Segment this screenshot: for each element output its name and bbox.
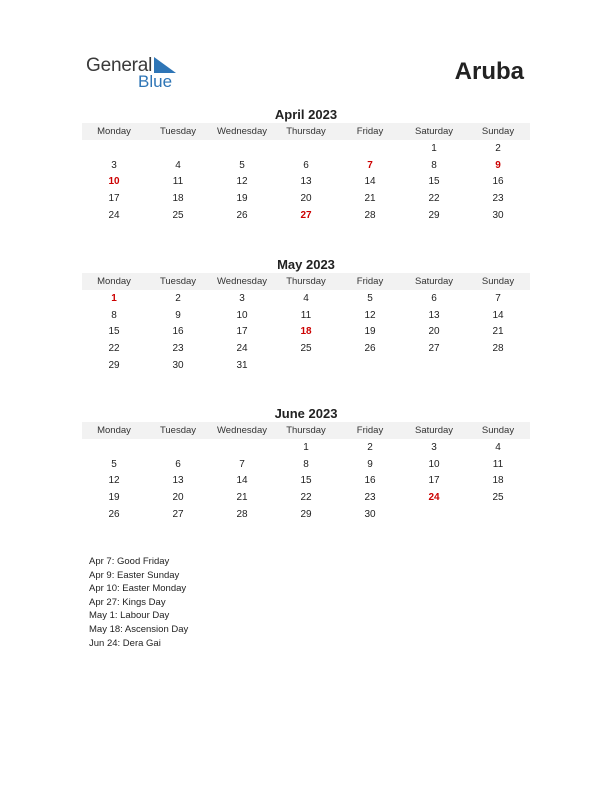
week-row (82, 190, 530, 207)
week-row (82, 290, 530, 307)
day-cell: 12 (364, 309, 376, 321)
holiday-item: Apr 9: Easter Sunday (89, 569, 180, 581)
day-cell: 6 (431, 292, 437, 304)
day-cell: 2 (495, 142, 501, 154)
day-cell: 19 (364, 326, 376, 338)
weekday-label: Tuesday (159, 126, 197, 137)
logo-flag-icon (154, 57, 176, 73)
day-cell: 5 (239, 159, 245, 171)
weekday-label: Monday (97, 276, 131, 287)
weekday-label: Sunday (481, 276, 515, 287)
weekday-label: Monday (97, 126, 131, 137)
country-title: Aruba (454, 58, 524, 85)
day-cell: 2 (367, 441, 373, 453)
day-cell: 17 (108, 192, 120, 204)
day-cell: 30 (492, 209, 504, 221)
logo-text-general: General (86, 55, 153, 76)
week-row (82, 340, 530, 357)
day-cell: 21 (364, 192, 376, 204)
day-cell: 23 (172, 342, 184, 354)
day-cell: 26 (236, 209, 248, 221)
day-cell: 21 (236, 491, 248, 503)
day-cell: 1 (431, 142, 437, 154)
holiday-day-cell: 18 (300, 326, 312, 338)
day-cell: 28 (364, 209, 376, 221)
month-calendar-april (82, 106, 530, 223)
day-cell: 29 (428, 209, 440, 221)
month-title: April 2023 (274, 107, 338, 122)
holiday-day-cell: 27 (300, 209, 312, 221)
weekday-label: Wednesday (217, 276, 267, 287)
day-cell: 24 (108, 209, 120, 221)
month-title: June 2023 (274, 406, 338, 421)
day-cell: 29 (108, 359, 120, 371)
day-cell: 14 (236, 475, 248, 487)
day-cell: 20 (300, 192, 312, 204)
holiday-day-cell: 24 (428, 491, 440, 503)
day-cell: 16 (172, 326, 184, 338)
day-cell: 28 (236, 508, 248, 520)
day-cell: 8 (111, 309, 117, 321)
day-cell: 9 (367, 458, 373, 470)
day-cell: 12 (108, 475, 120, 487)
day-cell: 13 (428, 309, 440, 321)
day-cell: 5 (367, 292, 373, 304)
day-cell: 18 (172, 192, 184, 204)
day-cell: 3 (111, 159, 117, 171)
day-cell: 8 (431, 159, 437, 171)
holiday-day-cell: 9 (495, 159, 501, 171)
month-grid (82, 290, 530, 373)
brand-logo (86, 55, 196, 95)
week-row (82, 489, 530, 506)
day-cell: 5 (111, 458, 117, 470)
day-cell: 22 (108, 342, 120, 354)
week-row (82, 456, 530, 473)
weekday-label: Monday (97, 425, 131, 436)
week-row (82, 157, 530, 174)
day-cell: 4 (175, 159, 181, 171)
holiday-item: Apr 27: Kings Day (89, 596, 166, 608)
day-cell: 6 (175, 458, 181, 470)
holiday-day-cell: 7 (367, 159, 373, 171)
day-cell: 4 (303, 292, 309, 304)
weekday-label: Sunday (481, 126, 515, 137)
day-cell: 13 (300, 176, 312, 188)
day-cell: 17 (236, 326, 248, 338)
weekday-label: Thursday (286, 425, 326, 436)
day-cell: 3 (431, 441, 437, 453)
holiday-day-cell: 10 (108, 176, 120, 188)
holiday-list (89, 555, 188, 650)
day-cell: 30 (364, 508, 376, 520)
day-cell: 7 (495, 292, 501, 304)
weekday-header (82, 123, 530, 140)
day-cell: 18 (492, 475, 504, 487)
day-cell: 25 (172, 209, 184, 221)
day-cell: 24 (236, 342, 248, 354)
day-cell: 6 (303, 159, 309, 171)
day-cell: 3 (239, 292, 245, 304)
day-cell: 23 (364, 491, 376, 503)
holiday-item: Apr 10: Easter Monday (89, 583, 187, 595)
week-row (82, 439, 530, 456)
day-cell: 19 (108, 491, 120, 503)
week-row (82, 140, 530, 157)
holiday-day-cell: 1 (111, 292, 117, 304)
day-cell: 30 (172, 359, 184, 371)
weekday-label: Tuesday (159, 425, 197, 436)
day-cell: 17 (428, 475, 440, 487)
weekday-label: Wednesday (217, 425, 267, 436)
day-cell: 19 (236, 192, 248, 204)
day-cell: 27 (428, 342, 440, 354)
holiday-item: Jun 24: Dera Gai (89, 637, 161, 649)
holiday-item: May 1: Labour Day (89, 610, 170, 622)
month-grid (82, 439, 530, 522)
weekday-label: Thursday (286, 276, 326, 287)
day-cell: 15 (428, 176, 440, 188)
weekday-label: Thursday (286, 126, 326, 137)
weekday-label: Saturday (414, 126, 454, 137)
month-grid (82, 140, 530, 223)
day-cell: 25 (492, 491, 504, 503)
day-cell: 7 (239, 458, 245, 470)
month-calendar-june (82, 405, 530, 522)
day-cell: 15 (108, 326, 120, 338)
weekday-label: Sunday (481, 425, 515, 436)
day-cell: 31 (236, 359, 248, 371)
week-row (82, 307, 530, 324)
week-row (82, 207, 530, 224)
day-cell: 16 (492, 176, 504, 188)
day-cell: 14 (364, 176, 376, 188)
logo-text-blue: Blue (138, 72, 173, 91)
day-cell: 1 (303, 441, 309, 453)
day-cell: 21 (492, 326, 504, 338)
weekday-label: Saturday (414, 425, 454, 436)
week-row (82, 173, 530, 190)
holiday-item: Apr 7: Good Friday (89, 556, 170, 567)
day-cell: 10 (236, 309, 248, 321)
weekday-label: Saturday (414, 276, 454, 287)
week-row (82, 357, 530, 374)
weekday-label: Tuesday (159, 276, 197, 287)
week-row (82, 472, 530, 489)
day-cell: 11 (492, 458, 504, 470)
day-cell: 12 (236, 176, 248, 188)
week-row (82, 506, 530, 523)
day-cell: 23 (492, 192, 504, 204)
holiday-item: May 18: Ascension Day (89, 623, 189, 635)
weekday-label: Friday (356, 276, 384, 287)
day-cell: 25 (300, 342, 312, 354)
day-cell: 4 (495, 441, 501, 453)
day-cell: 26 (364, 342, 376, 354)
day-cell: 22 (428, 192, 440, 204)
month-calendar-may (82, 256, 530, 373)
day-cell: 11 (172, 176, 184, 188)
day-cell: 8 (303, 458, 309, 470)
day-cell: 16 (364, 475, 376, 487)
day-cell: 14 (492, 309, 504, 321)
weekday-label: Friday (356, 425, 384, 436)
day-cell: 29 (300, 508, 312, 520)
day-cell: 28 (492, 342, 504, 354)
weekday-label: Wednesday (217, 126, 267, 137)
month-title: May 2023 (277, 257, 335, 272)
day-cell: 15 (300, 475, 312, 487)
weekday-label: Friday (356, 126, 384, 137)
day-cell: 9 (175, 309, 181, 321)
day-cell: 10 (428, 458, 440, 470)
day-cell: 20 (172, 491, 184, 503)
day-cell: 26 (108, 508, 120, 520)
day-cell: 2 (175, 292, 181, 304)
day-cell: 11 (300, 309, 312, 321)
weekday-header (82, 273, 530, 290)
day-cell: 20 (428, 326, 440, 338)
day-cell: 13 (172, 475, 184, 487)
day-cell: 22 (300, 491, 312, 503)
week-row (82, 323, 530, 340)
day-cell: 27 (172, 508, 184, 520)
weekday-header (82, 422, 530, 439)
